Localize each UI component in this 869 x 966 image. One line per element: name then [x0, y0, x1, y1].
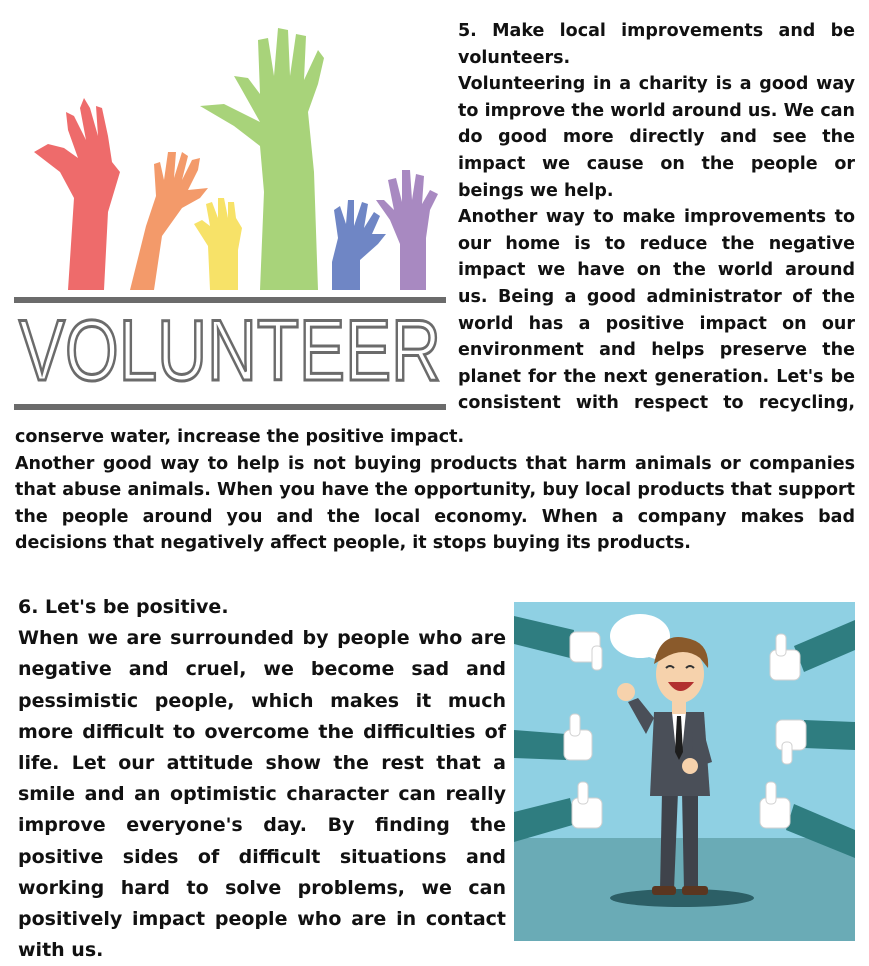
section5-paragraph-3: Another good way to help is not buying products that harm animals or companies that abuse animals. When you have the opportunity, buy local products that support the people around you and the local economy. When a company makes bad decisions that negatively affect people, it stops buying its products.: [15, 453, 855, 554]
purple-hand-icon: [376, 170, 438, 290]
orange-hand-icon: [130, 152, 208, 290]
volunteer-illustration: [12, 12, 448, 422]
section5-paragraph-1: Volunteering in a charity is a good way to improve the world around us. We can do good more directly and see the impact we cause on the people or beings we help.: [458, 74, 855, 201]
section5-heading: 5. Make local improvements and be volunteers.: [458, 21, 855, 68]
volunteer-bottom-bar: [14, 404, 446, 410]
section5-continuation: [15, 424, 855, 557]
red-hand-icon: [34, 98, 120, 290]
section5-paragraph-2: Another way to make improvements to our home is to reduce the negative impact we have on the world around us. Being a good administrator of the world has a positive impact on our environment and helps preserve the planet for the next generation. Let's be consistent with respect to recycling,: [458, 207, 855, 414]
section6-paragraph: When we are surrounded by people who are negative and cruel, we become sad and pessimistic people, which makes it much more difficult to overcome the difficulties of life. Let our attitude show the rest that a smile and an optimistic character can really improve everyone's day. By finding the positive sides of difficult situations and working hard to solve problems, we can positively impact people who are in contact with us.: [18, 627, 506, 962]
section5-column: [458, 18, 855, 417]
section5-paragraph-2-end: conserve water, increase the positive impact.: [15, 427, 465, 447]
yellow-hand-icon: [194, 198, 242, 290]
blue-hand-icon: [332, 200, 386, 290]
section6-column: [18, 592, 506, 966]
section6-heading: 6. Let's be positive.: [18, 596, 229, 618]
positive-man-illustration: [514, 602, 855, 941]
volunteer-word: VOLUNTEER: [19, 303, 441, 399]
